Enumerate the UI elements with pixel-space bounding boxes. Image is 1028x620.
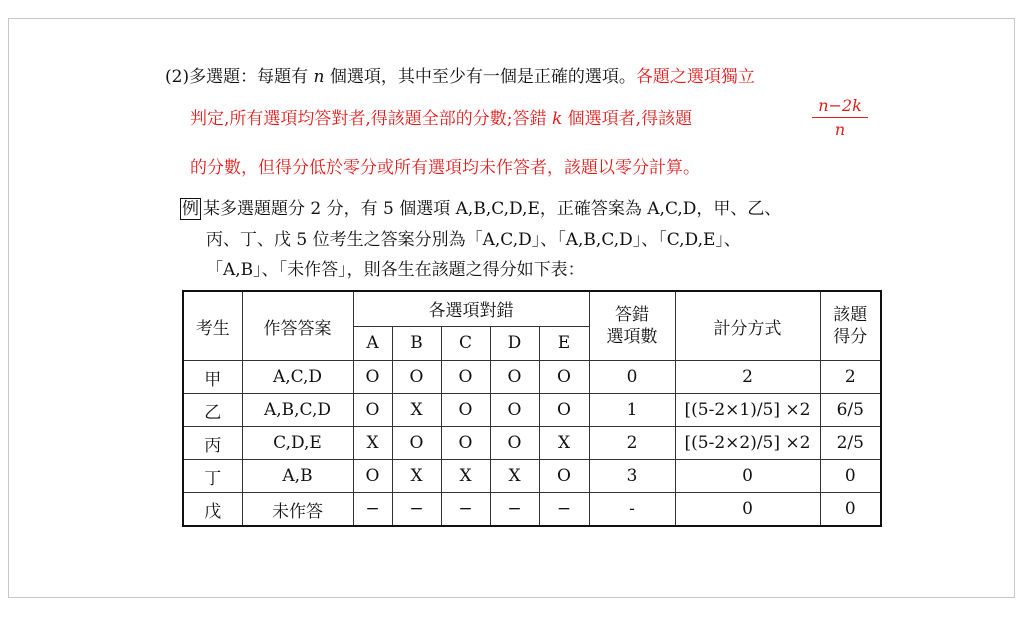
cell-mark: O <box>490 394 539 427</box>
rule-line-2 <box>190 108 692 130</box>
rule-line-3 <box>190 157 700 179</box>
cell-wrong: 3 <box>589 460 675 493</box>
cell-mark: X <box>392 394 441 427</box>
cell-student: 戊 <box>183 493 242 527</box>
header-wrong-line-2: 選項數 <box>606 327 658 347</box>
cell-wrong: 2 <box>589 427 675 460</box>
cell-mark: − <box>441 493 490 527</box>
cell-mark: O <box>392 427 441 460</box>
table-row <box>183 427 881 460</box>
example-tag: 例 <box>182 199 199 219</box>
cell-method: 0 <box>675 493 820 527</box>
cell-mark: O <box>353 361 392 394</box>
rule-line-1 <box>165 66 755 88</box>
cell-answer: A,B <box>242 460 353 493</box>
table-row <box>183 460 881 493</box>
header-answer: 作答答案 <box>242 291 353 361</box>
score-table <box>182 290 882 527</box>
cell-mark: X <box>441 460 490 493</box>
cell-wrong: 1 <box>589 394 675 427</box>
header-student: 考生 <box>183 291 242 361</box>
header-options-group: 各選項對錯 <box>353 291 589 326</box>
example-text-3: 「A,B」、「未作答」，則各生在該題之得分如下表： <box>206 260 585 280</box>
cell-mark: − <box>539 493 589 527</box>
cell-student: 丙 <box>183 427 242 460</box>
cell-wrong: 0 <box>589 361 675 394</box>
cell-score: 0 <box>820 493 881 527</box>
header-option-a: A <box>353 326 392 361</box>
header-option-b: B <box>392 326 441 361</box>
cell-answer: C,D,E <box>242 427 353 460</box>
cell-student: 丁 <box>183 460 242 493</box>
cell-score: 2/5 <box>820 427 881 460</box>
rule-red-1: 各題之選項獨立 <box>635 67 755 87</box>
table-row <box>183 361 881 394</box>
cell-student: 甲 <box>183 361 242 394</box>
fraction-denominator: n <box>834 120 846 139</box>
score-fraction <box>812 96 868 140</box>
cell-score: 2 <box>820 361 881 394</box>
table-row <box>183 394 881 427</box>
cell-method: [(5-2×1)/5] ×2 <box>675 394 820 427</box>
header-wrong-line-1: 答錯 <box>615 305 649 325</box>
cell-mark: O <box>441 394 490 427</box>
rule-n: n <box>313 67 325 87</box>
cell-method: 0 <box>675 460 820 493</box>
cell-mark: O <box>441 427 490 460</box>
cell-answer: A,B,C,D <box>242 394 353 427</box>
cell-mark: X <box>539 427 589 460</box>
example-text-2: 丙、丁、戊 5 位考生之答案分別為「A,C,D」、「A,B,C,D」、「C,D,E」、 <box>206 230 741 250</box>
cell-mark: O <box>539 460 589 493</box>
cell-method: 2 <box>675 361 820 394</box>
header-option-e: E <box>539 326 589 361</box>
header-score-line-2: 得分 <box>833 327 868 347</box>
cell-mark: O <box>539 361 589 394</box>
header-method: 計分方式 <box>675 291 820 361</box>
cell-mark: O <box>353 394 392 427</box>
rule-k: k <box>551 109 563 129</box>
header-option-c: C <box>441 326 490 361</box>
cell-mark: X <box>392 460 441 493</box>
rule-red-2a: 判定,所有選項均答對者,得該題全部的分數;答錯 <box>190 109 552 129</box>
header-option-d: D <box>490 326 539 361</box>
cell-mark: − <box>392 493 441 527</box>
cell-score: 0 <box>820 460 881 493</box>
cell-answer: A,C,D <box>242 361 353 394</box>
cell-mark: − <box>353 493 392 527</box>
cell-mark: − <box>490 493 539 527</box>
cell-wrong: - <box>589 493 675 527</box>
example-line-2 <box>206 229 741 251</box>
cell-score: 6/5 <box>820 394 881 427</box>
cell-mark: O <box>490 361 539 394</box>
table-row <box>183 493 881 527</box>
example-line-1 <box>180 198 781 220</box>
fraction-numerator: n−2k <box>812 96 868 118</box>
header-score-line-1: 該題 <box>833 305 868 325</box>
header-score <box>820 291 881 361</box>
example-text-1: 某多選題題分 2 分，有 5 個選項 A,B,C,D,E，正確答案為 A,C,D，甲、乙、 <box>203 199 782 219</box>
rule-mid: 個選項，其中至少有一個是正確的選項。 <box>324 67 636 87</box>
cell-student: 乙 <box>183 394 242 427</box>
rule-red-2b: 個選項者,得該題 <box>562 109 693 129</box>
cell-method: [(5-2×2)/5] ×2 <box>675 427 820 460</box>
cell-mark: O <box>392 361 441 394</box>
header-wrong-count <box>589 291 675 361</box>
example-line-3 <box>206 259 585 281</box>
rule-red-3: 的分數，但得分低於零分或所有選項均未作答者，該題以零分計算。 <box>190 158 700 178</box>
rule-prefix: (2)多選題：每題有 <box>165 67 314 87</box>
cell-mark: O <box>539 394 589 427</box>
cell-mark: X <box>490 460 539 493</box>
cell-mark: O <box>441 361 490 394</box>
cell-mark: O <box>490 427 539 460</box>
cell-mark: X <box>353 427 392 460</box>
cell-mark: O <box>353 460 392 493</box>
cell-answer: 未作答 <box>242 493 353 527</box>
